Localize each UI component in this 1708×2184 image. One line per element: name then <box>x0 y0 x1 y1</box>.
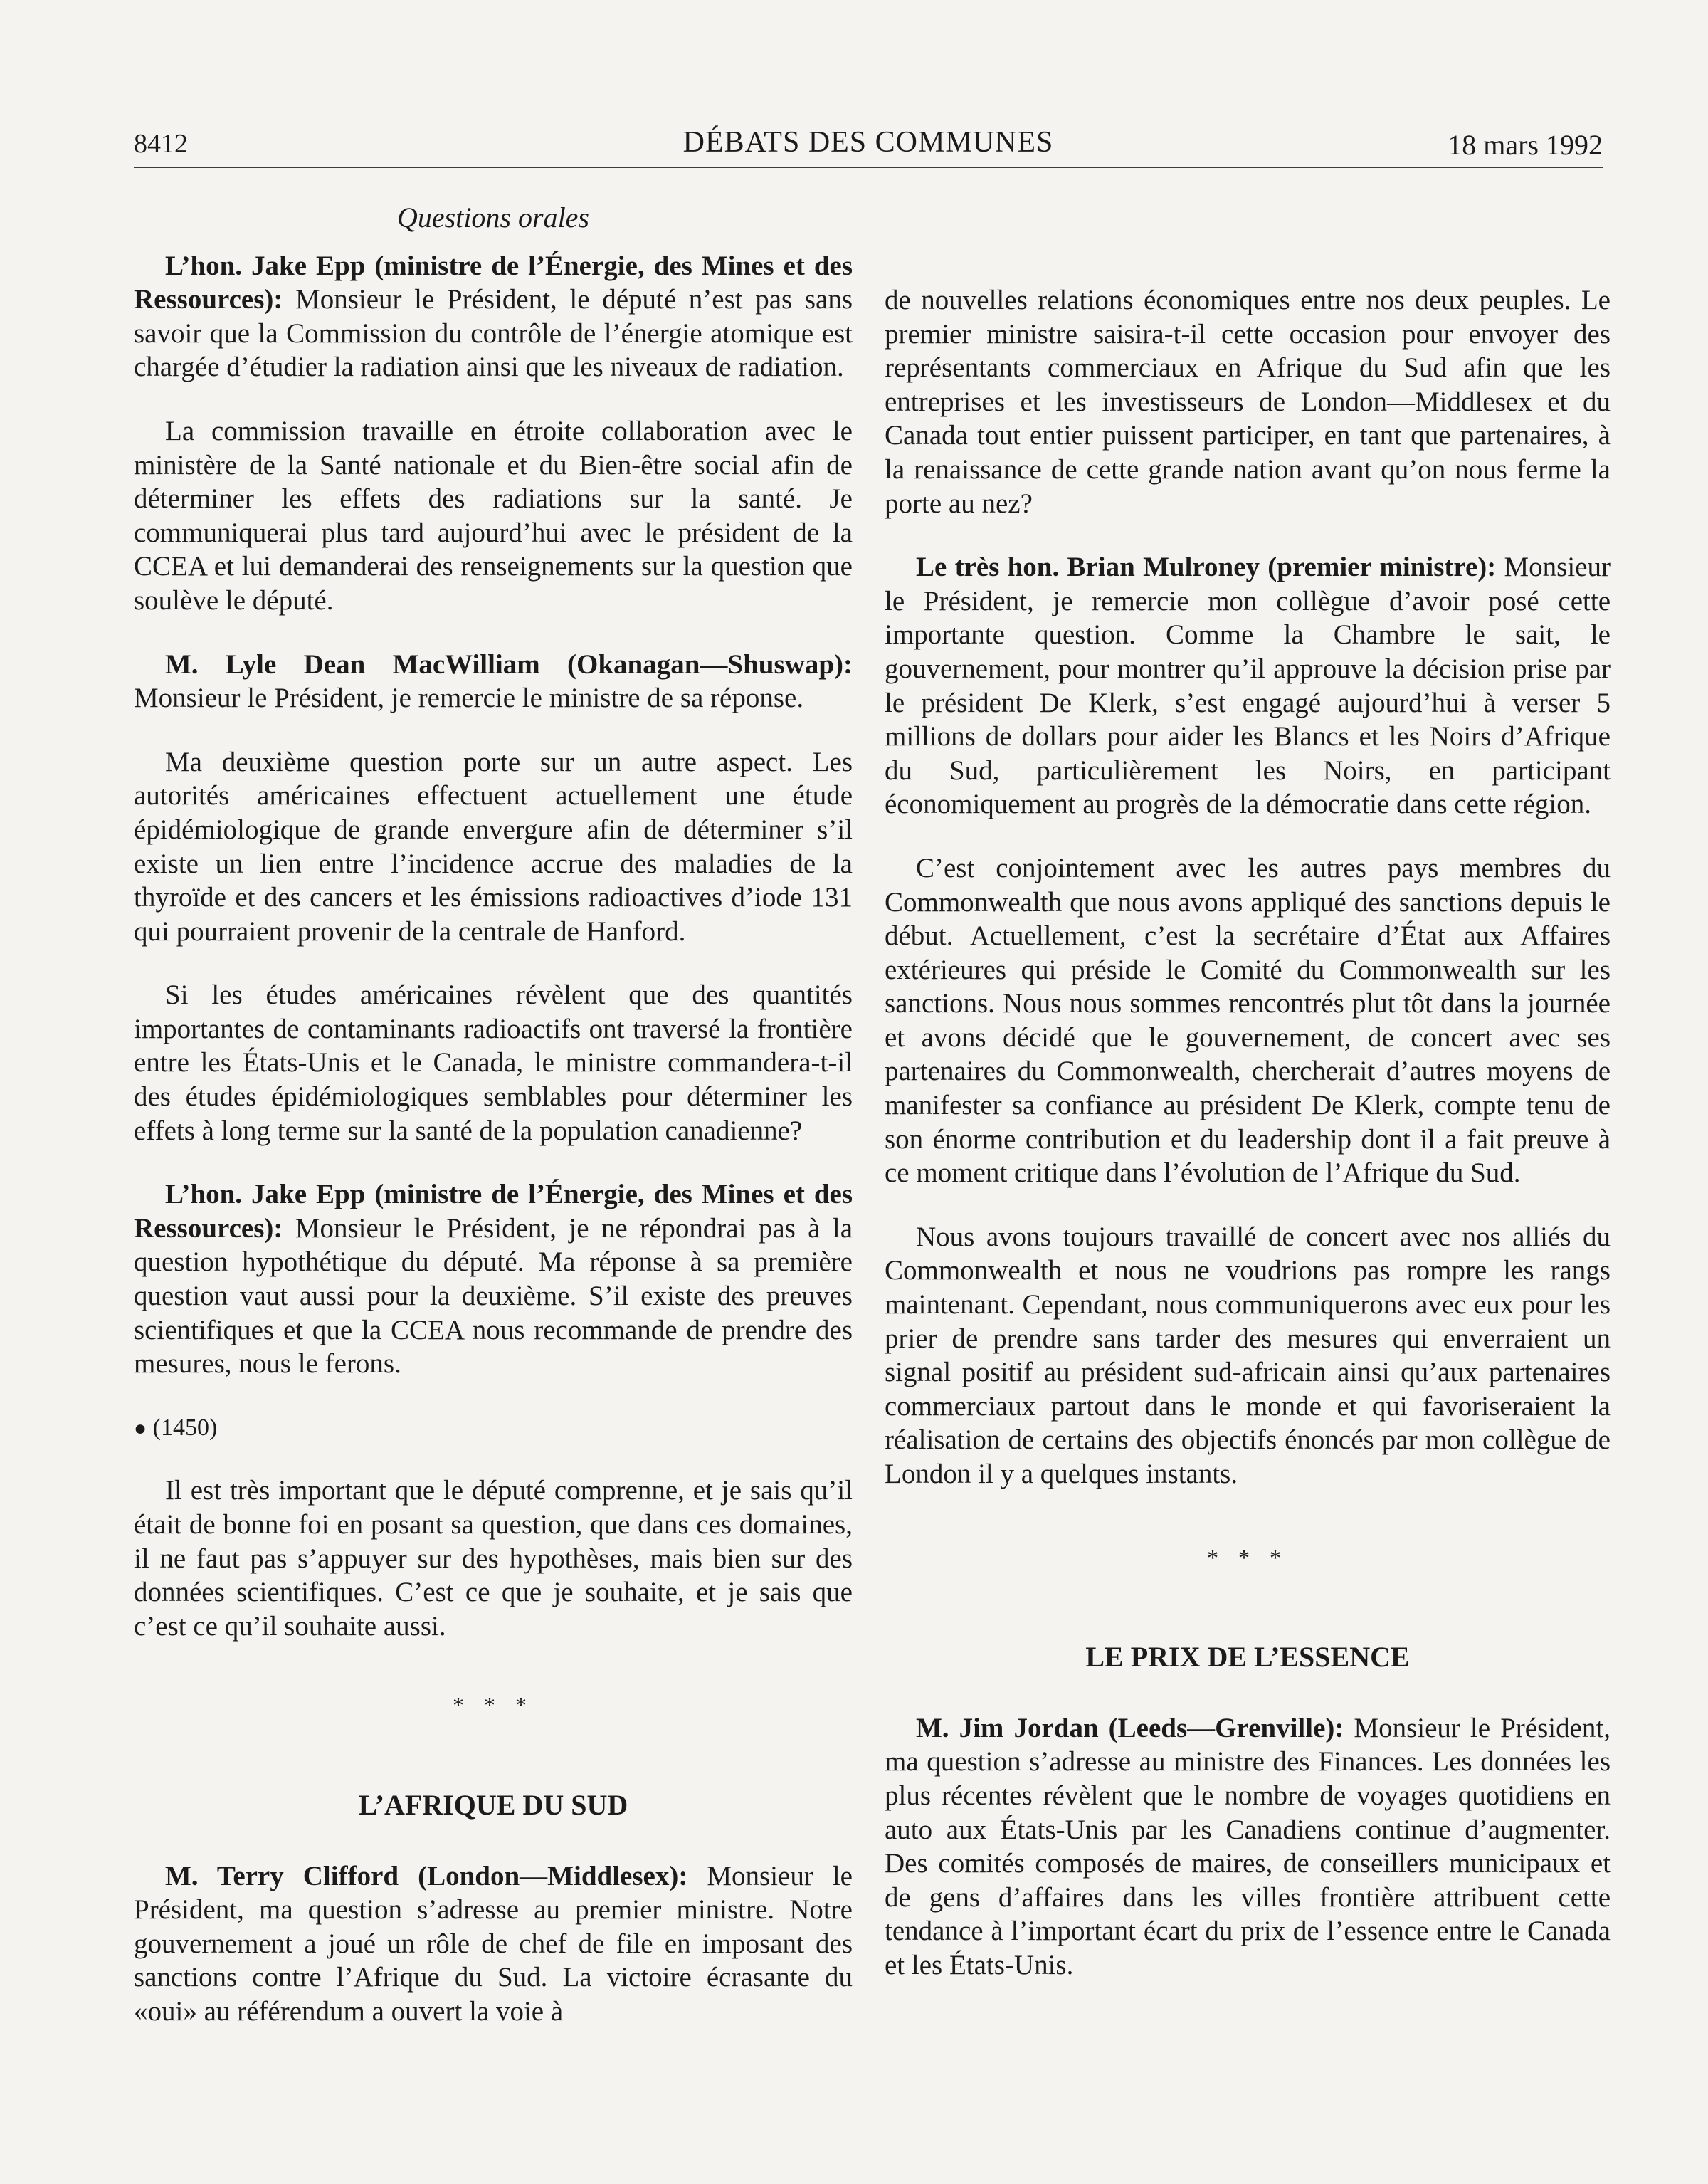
page-date: 18 mars 1992 <box>1448 129 1603 161</box>
bullet-icon: ● <box>134 1416 147 1440</box>
paragraph: C’est conjointement avec les autres pays membres du Commonwealth que nous avons appliqué des sanctions depuis le début. Actuellement, c’est la secrétaire d’État aux Affaires extérieures qui préside le Comité du Commonwealth sur les sanctions. Nous nous sommes rencontrés plut tôt dans la journée et avons décidé que le gouvernement, de concert avec ses partenaires du Commonwealth, chercherait d’autres moyens de manifester sa confiance au président De Klerk, compte tenu de son énorme contribution et du leadership dont il a fait preuve à ce moment critique dans l’évolution de l’Afrique du Sud. <box>885 852 1611 1189</box>
paragraph <box>134 648 853 715</box>
paragraph: Si les études américaines révèlent que des quantités importantes de contaminants radioactifs ont traversé la frontière entre les États-Unis et le Canada, le ministre commandera-t-il des études épidémiologiques semblables pour déterminer les effets à long terme sur la santé de la population canadienne? <box>134 980 853 1146</box>
section-separator: * * * <box>1207 1544 1288 1570</box>
time-marker <box>134 1411 853 1446</box>
page-header <box>134 125 1603 168</box>
right-column <box>885 283 1611 2012</box>
speaker-name: L’hon. Jake Epp (ministre de l’Énergie, des Mines et des Ressources): <box>134 250 853 315</box>
speaker-name: M. Terry Clifford (London—Middlesex): <box>165 1860 688 1891</box>
paragraph: La commission travaille en étroite collaboration avec le ministère de la Santé nationale et du Bien-être social afin de déterminer les effets des radiations sur la santé. Je communiquerai plus tard aujourd’hui avec le président de la CCEA et lui demanderai des renseignements sur la question que soulève le député. <box>134 415 853 616</box>
paragraph: Ma deuxième question porte sur un autre aspect. Les autorités américaines effectuent actuellement une étude épidémiologique de grande envergure afin de déterminer s’il existe un lien entre l’incidence accrue des maladies de la thyroïde et des cancers et les émissions radioactives d’iode 131 qui pourraient provenir de la centrale de Hanford. <box>134 746 853 947</box>
paragraph <box>885 550 1611 821</box>
speech-text: Monsieur le Président, je remercie mon collègue d’avoir posé cette importante question. Comme la Chambre le sait, le gouvernement, pour montrer qu’il approuve la décision prise par le président De Klerk, s’est engagé aujourd’hui à verser 5 millions de dollars pour aider les Blancs et les Noirs d’Afrique du Sud, particulièrement les Noirs, en participant économiquement au progrès de la démocratie dans cette région. <box>885 552 1611 820</box>
topic-heading: LE PRIX DE L’ESSENCE <box>1085 1641 1410 1674</box>
paragraph <box>134 1859 853 2029</box>
time-marker-text: (1450) <box>152 1414 218 1441</box>
paragraph: de nouvelles relations économiques entre nos deux peuples. Le premier ministre saisira-t-il cette occasion pour envoyer des représentants commerciaux en Afrique du Sud afin que les entreprises et les investisseurs de London—Middlesex et du Canada tout entier puissent participer, en tant que partenaires, à la renaissance de cette grande nation avant qu’on nous ferme la porte au nez? <box>885 285 1611 519</box>
section-separator: * * * <box>453 1692 534 1718</box>
section-title: Questions orales <box>397 201 589 233</box>
paragraph <box>885 1711 1611 1983</box>
paragraph: Nous avons toujours travaillé de concert avec nos alliés du Commonwealth et nous ne voudrions pas rompre les rangs maintenant. Cependant, nous communiquerons avec eux pour les prier de prendre sans tarder des mesures qui enverraient un signal positif au président sud-africain ainsi qu’aux partenaires commerciaux partout dans le monde et qui favoriseraient la réalisation de certains des objectifs énoncés par mon collègue de London il y a quelques instants. <box>885 1221 1611 1489</box>
speech-text: Monsieur le Président, je remercie le ministre de sa réponse. <box>134 683 804 714</box>
speaker-name: Le très hon. Brian Mulroney (premier ministre): <box>916 552 1497 583</box>
paragraph: Il est très important que le député comprenne, et je sais qu’il était de bonne foi en posant sa question, que dans ces domaines, il ne faut pas s’appuyer sur des hypothèses, mais bien sur des données scientifiques. C’est ce que je souhaite, et je sais que c’est ce qu’il souhaite aussi. <box>134 1475 853 1642</box>
speech-text: Monsieur le Président, je ne répondrai pas à la question hypothétique du député. Ma réponse à sa première question vaut aussi pour la deuxième. S’il existe des preuves scientifiques et que la CCEA nous recommande de prendre des mesures, nous le ferons. <box>134 1212 853 1380</box>
speech-text: Monsieur le Président, ma question s’adresse au premier ministre. Notre gouvernement a joué un rôle de chef de file en imposant des sanctions contre l’Afrique du Sud. La victoire écrasante du «oui» au référendum a ouvert la voie à <box>134 1860 853 2027</box>
speech-text: Monsieur le Président, ma question s’adresse au ministre des Finances. Les données les plus récentes révèlent que le nombre de voyages quotidiens en auto aux États-Unis par les Canadiens continue d’augmenter. Des comités composés de maires, de conseillers municipaux et de gens d’affaires dans les villes frontière attribuent cette tendance à l’important écart du prix de l’essence entre le Canada et les États-Unis. <box>885 1712 1611 1980</box>
topic-heading: L’AFRIQUE DU SUD <box>358 1788 628 1821</box>
page-number: 8412 <box>134 129 188 159</box>
speaker-name: M. Jim Jordan (Leeds—Grenville): <box>916 1712 1344 1743</box>
left-column <box>134 201 853 2059</box>
speaker-name: M. Lyle Dean MacWilliam (Okanagan—Shuswap): <box>165 649 853 680</box>
paragraph <box>134 1177 853 1381</box>
speaker-name: L’hon. Jake Epp (ministre de l’Énergie, des Mines et des Ressources): <box>134 1179 853 1244</box>
publication-title: DÉBATS DES COMMUNES <box>682 126 1054 159</box>
paragraph <box>134 249 853 384</box>
speech-text: Monsieur le Président, le député n’est pas sans savoir que la Commission du contrôle de l’énergie atomique est chargée d’étudier la radiation ainsi que les niveaux de radiation. <box>134 284 853 383</box>
